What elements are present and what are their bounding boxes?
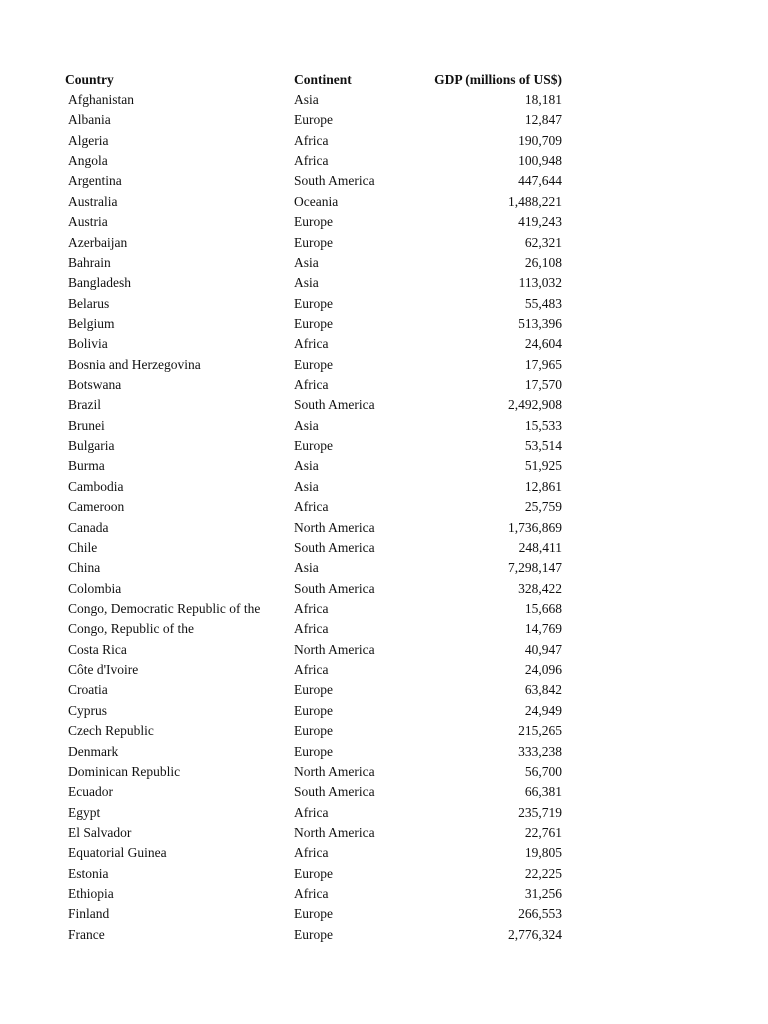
table-row [0, 538, 768, 558]
continent-cell: Europe [294, 214, 333, 230]
gdp-cell: 26,108 [524, 254, 562, 270]
gdp-cell: 15,533 [524, 417, 562, 433]
country-cell: Botswana [68, 377, 122, 393]
continent-cell: Europe [294, 315, 333, 331]
continent-cell: Asia [294, 92, 319, 107]
gdp-cell: 19,805 [524, 845, 562, 861]
table-row [0, 334, 768, 354]
gdp-cell: 190,709 [518, 132, 562, 148]
gdp-cell: 56,700 [524, 763, 562, 779]
table-row [0, 904, 768, 924]
continent-cell: Europe [294, 112, 333, 128]
gdp-cell: 24,949 [524, 702, 562, 718]
country-cell: Congo, Republic of the [68, 621, 194, 637]
country-cell: Estonia [68, 865, 109, 881]
table-row [0, 925, 768, 945]
gdp-cell: 62,321 [524, 234, 562, 250]
country-cell: Brunei [68, 417, 105, 433]
continent-cell: South America [294, 397, 375, 413]
continent-cell: Asia [294, 560, 319, 576]
continent-cell: Africa [294, 804, 329, 820]
country-cell: Finland [68, 906, 110, 922]
table-row [0, 782, 768, 802]
continent-cell: South America [294, 580, 375, 596]
continent-cell: Asia [294, 417, 319, 433]
gdp-cell: 63,842 [524, 682, 562, 698]
table-row [0, 171, 768, 191]
header-row [0, 70, 768, 90]
table-row [0, 131, 768, 151]
continent-cell: Asia [294, 254, 319, 270]
gdp-cell: 15,668 [524, 601, 562, 616]
continent-cell: Africa [294, 601, 329, 616]
header-country: Country [65, 72, 114, 87]
country-cell: Bahrain [68, 254, 111, 270]
continent-cell: Africa [294, 886, 329, 902]
continent-cell: Oceania [294, 193, 339, 209]
table-row [0, 273, 768, 293]
continent-cell: Africa [294, 336, 329, 352]
country-cell: Austria [68, 214, 108, 230]
gdp-cell: 266,553 [518, 906, 562, 922]
table-row [0, 864, 768, 884]
country-cell: Costa Rica [68, 641, 127, 657]
gdp-cell: 22,761 [524, 824, 562, 840]
table-row [0, 680, 768, 700]
gdp-cell: 51,925 [524, 458, 562, 474]
gdp-cell: 14,769 [524, 621, 562, 637]
continent-cell: North America [294, 763, 375, 779]
gdp-cell: 31,256 [524, 886, 562, 902]
country-cell: France [68, 926, 105, 942]
table-row [0, 253, 768, 273]
country-cell: Belgium [68, 315, 115, 331]
gdp-cell: 25,759 [524, 499, 562, 515]
country-cell: Dominican Republic [68, 763, 181, 779]
table-row [0, 395, 768, 415]
gdp-cell: 1,736,869 [508, 519, 562, 535]
gdp-cell: 7,298,147 [508, 560, 562, 576]
table-row [0, 456, 768, 476]
gdp-cell: 248,411 [518, 539, 562, 555]
gdp-cell: 18,181 [524, 92, 562, 107]
table-row [0, 803, 768, 823]
country-cell: Canada [68, 519, 109, 535]
gdp-cell: 24,096 [524, 662, 562, 678]
country-cell: Albania [68, 112, 111, 128]
country-cell: Bangladesh [68, 275, 131, 291]
country-cell: Ethiopia [68, 886, 114, 902]
table-row [0, 212, 768, 232]
gdp-cell: 447,644 [518, 173, 562, 189]
table-row [0, 823, 768, 843]
country-cell: Angola [68, 153, 108, 169]
gdp-cell: 17,570 [524, 377, 562, 393]
country-cell: Burma [68, 458, 105, 474]
gdp-cell: 2,776,324 [508, 926, 562, 942]
table-row [0, 599, 768, 619]
gdp-cell: 333,238 [518, 743, 562, 759]
table-row [0, 90, 768, 110]
continent-cell: Europe [294, 743, 333, 759]
table-row [0, 375, 768, 395]
table-row [0, 701, 768, 721]
gdp-cell: 235,719 [518, 804, 562, 820]
country-cell: Congo, Democratic Republic of the [68, 601, 261, 616]
gdp-cell: 2,492,908 [508, 397, 562, 413]
table-row [0, 558, 768, 578]
table-row [0, 497, 768, 517]
table-row [0, 619, 768, 639]
gdp-cell: 17,965 [524, 356, 562, 372]
continent-cell: Europe [294, 865, 333, 881]
continent-cell: North America [294, 824, 375, 840]
table-row [0, 721, 768, 741]
table-row [0, 884, 768, 904]
country-cell: Brazil [68, 397, 101, 413]
gdp-cell: 113,032 [518, 275, 562, 291]
continent-cell: Africa [294, 845, 329, 861]
table-row [0, 110, 768, 130]
continent-cell: Europe [294, 356, 333, 372]
continent-cell: Asia [294, 458, 319, 474]
continent-cell: South America [294, 173, 375, 189]
country-cell: Bolivia [68, 336, 108, 352]
table-row [0, 416, 768, 436]
gdp-cell: 215,265 [518, 723, 562, 739]
gdp-cell: 513,396 [518, 315, 562, 331]
country-cell: Cameroon [68, 499, 125, 515]
table-row [0, 579, 768, 599]
country-cell: Bulgaria [68, 438, 115, 454]
table-row [0, 233, 768, 253]
table-row [0, 742, 768, 762]
continent-cell: Europe [294, 682, 333, 698]
country-cell: Chile [68, 539, 98, 555]
continent-cell: Asia [294, 275, 319, 291]
continent-cell: Africa [294, 662, 329, 678]
gdp-cell: 22,225 [524, 865, 562, 881]
continent-cell: Europe [294, 234, 333, 250]
country-cell: Côte d'Ivoire [68, 662, 139, 678]
country-cell: Colombia [68, 580, 122, 596]
gdp-cell: 24,604 [524, 336, 562, 352]
table-row [0, 477, 768, 497]
continent-cell: Europe [294, 906, 333, 922]
table-row [0, 640, 768, 660]
continent-cell: Europe [294, 295, 333, 311]
country-cell: Equatorial Guinea [68, 845, 167, 861]
table-row [0, 355, 768, 375]
country-cell: Algeria [68, 132, 109, 148]
gdp-cell: 53,514 [524, 438, 562, 454]
continent-cell: Africa [294, 377, 329, 393]
continent-cell: Europe [294, 926, 333, 942]
gdp-cell: 419,243 [518, 214, 562, 230]
table-row [0, 660, 768, 680]
table-row [0, 518, 768, 538]
header-gdp: GDP (millions of US$) [434, 72, 562, 87]
gdp-cell: 66,381 [524, 784, 562, 800]
continent-cell: South America [294, 784, 375, 800]
continent-cell: South America [294, 539, 375, 555]
country-cell: Azerbaijan [68, 234, 128, 250]
country-cell: Argentina [68, 173, 122, 189]
country-cell: Australia [68, 193, 118, 209]
country-cell: Egypt [68, 804, 101, 820]
country-cell: Denmark [68, 743, 119, 759]
gdp-cell: 100,948 [518, 153, 562, 169]
country-cell: China [68, 560, 101, 576]
continent-cell: Africa [294, 621, 329, 637]
continent-cell: Europe [294, 702, 333, 718]
continent-cell: Africa [294, 499, 329, 515]
table-row [0, 843, 768, 863]
gdp-cell: 55,483 [524, 295, 562, 311]
continent-cell: Europe [294, 723, 333, 739]
continent-cell: Africa [294, 132, 329, 148]
table-row [0, 192, 768, 212]
country-cell: Croatia [68, 682, 108, 698]
country-cell: Belarus [68, 295, 110, 311]
table-row [0, 151, 768, 171]
country-cell: Bosnia and Herzegovina [68, 356, 201, 372]
table-row [0, 314, 768, 334]
country-cell: Cambodia [68, 478, 124, 494]
continent-cell: Europe [294, 438, 333, 454]
gdp-cell: 12,847 [524, 112, 562, 128]
table-row [0, 762, 768, 782]
gdp-cell: 1,488,221 [508, 193, 562, 209]
country-cell: Ecuador [68, 784, 113, 800]
country-cell: Czech Republic [68, 723, 154, 739]
continent-cell: North America [294, 519, 375, 535]
header-continent: Continent [294, 72, 352, 87]
gdp-cell: 328,422 [518, 580, 562, 596]
country-cell: Afghanistan [68, 92, 134, 107]
continent-cell: Africa [294, 153, 329, 169]
continent-cell: North America [294, 641, 375, 657]
table-row [0, 436, 768, 456]
continent-cell: Asia [294, 478, 319, 494]
table-row [0, 294, 768, 314]
country-cell: El Salvador [68, 824, 132, 840]
gdp-cell: 12,861 [524, 478, 562, 494]
gdp-cell: 40,947 [524, 641, 562, 657]
country-cell: Cyprus [68, 702, 108, 718]
